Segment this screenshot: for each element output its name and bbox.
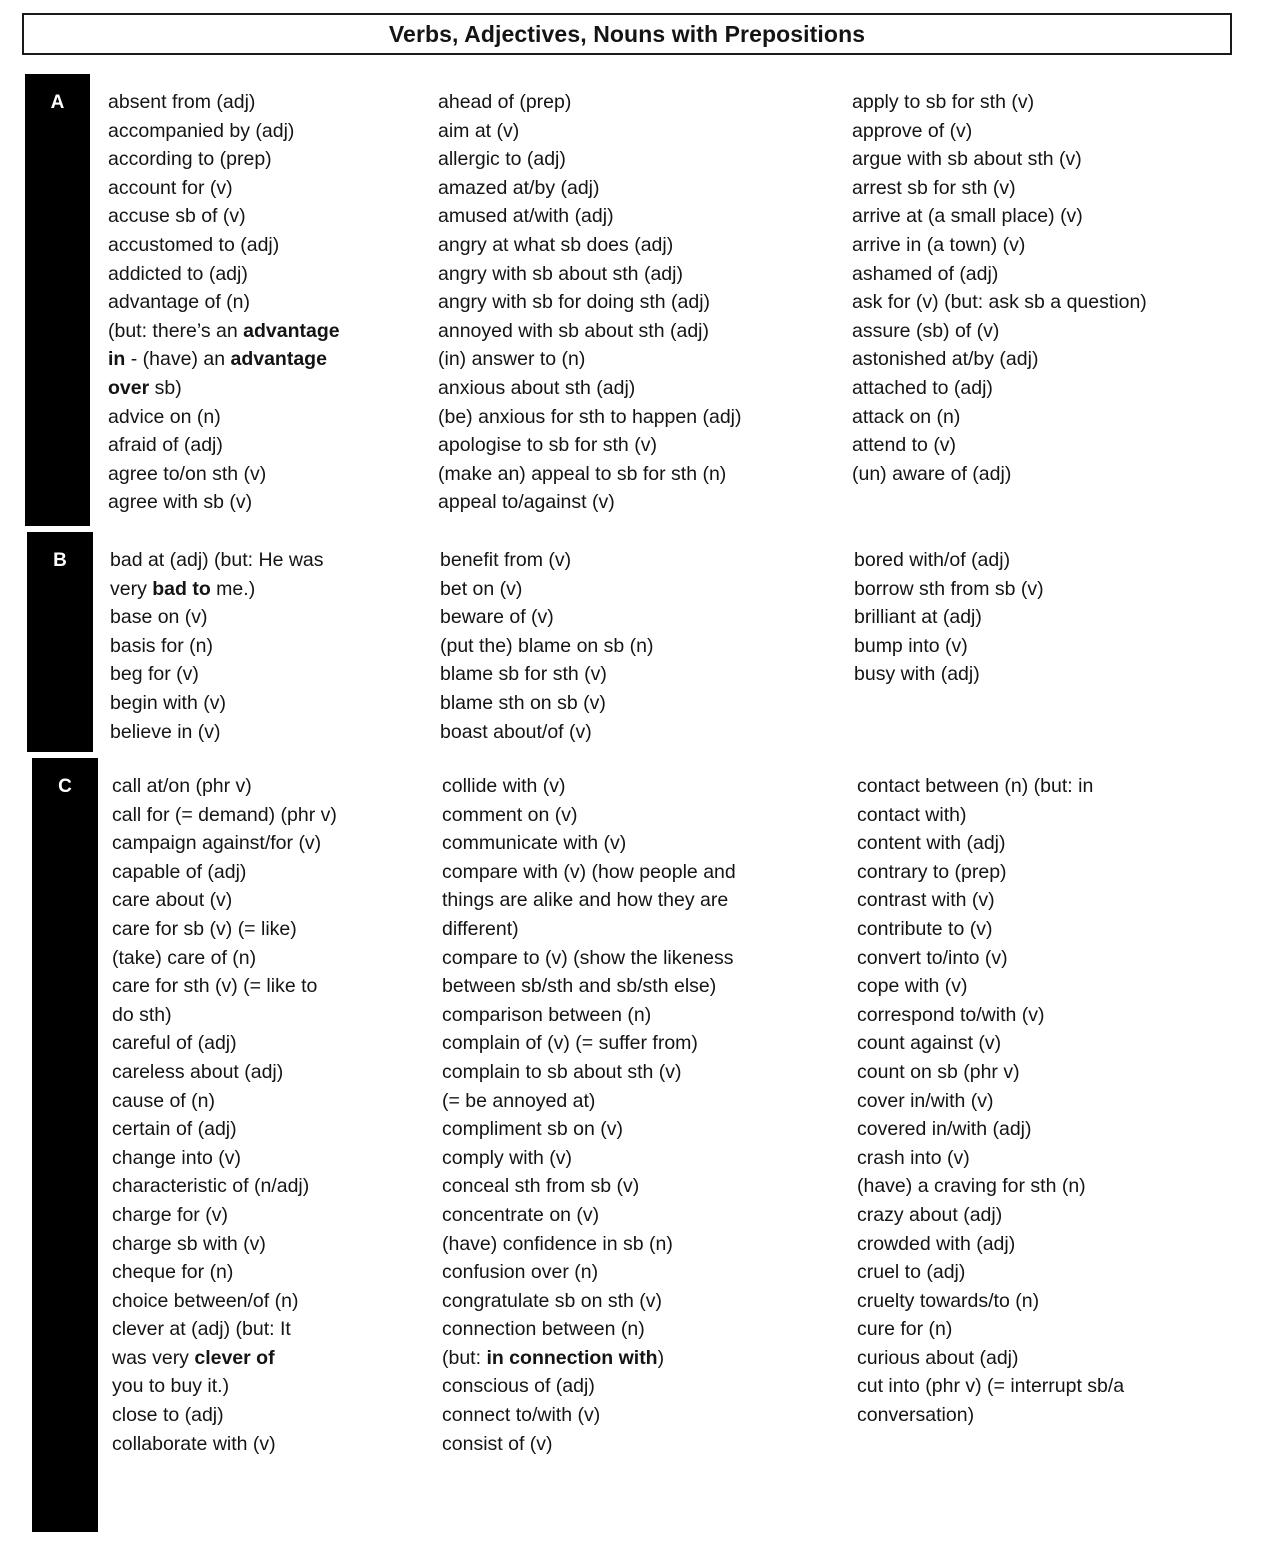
entry-text: angry with sb for doing sth (adj) xyxy=(438,291,711,314)
entry-line xyxy=(440,603,654,632)
entry-text: contact between (n) (but: in xyxy=(857,775,1094,797)
entry-line xyxy=(112,1001,337,1030)
entry-text: (be) anxious for sth to happen (adj) xyxy=(438,405,742,428)
entry-text: brilliant at (adj) xyxy=(854,606,982,629)
entry-line xyxy=(857,1372,1124,1401)
entry-line xyxy=(857,1201,1124,1230)
entry-line xyxy=(857,944,1124,973)
section-letter: C xyxy=(58,776,72,797)
entry-text: allergic to (adj) xyxy=(438,148,566,171)
entry-line xyxy=(112,1258,337,1287)
entry-line xyxy=(857,858,1124,887)
entry-line xyxy=(442,858,736,887)
entry-text: care about (v) xyxy=(112,889,233,912)
entry-text: aim at (v) xyxy=(438,119,520,142)
entry-column-2 xyxy=(440,546,654,746)
entry-line xyxy=(438,88,742,117)
entry-line xyxy=(852,317,1147,346)
entry-text: bad at (adj) (but: He was xyxy=(110,549,324,571)
entry-text: afraid of (adj) xyxy=(108,434,223,457)
entry-line xyxy=(442,1258,736,1287)
entry-line xyxy=(852,403,1147,432)
entry-line xyxy=(854,546,1044,575)
entry-line xyxy=(442,1430,736,1459)
entry-line xyxy=(857,886,1124,915)
entry-text: according to (prep) xyxy=(108,148,272,171)
entry-text: base on (v) xyxy=(110,606,208,629)
entry-text: addicted to (adj) xyxy=(108,262,248,285)
entry-text: cope with (v) xyxy=(857,975,968,998)
entry-text: (have) confidence in sb (n) xyxy=(442,1232,673,1255)
entry-line xyxy=(442,1144,736,1173)
entry-line xyxy=(442,886,736,915)
entry-column-2 xyxy=(438,88,742,517)
entry-text: appeal to/against (v) xyxy=(438,491,615,514)
entry-text: count against (v) xyxy=(857,1032,1002,1055)
section-letter: B xyxy=(53,550,67,571)
entry-line xyxy=(108,145,340,174)
entry-text: change into (v) xyxy=(112,1146,241,1169)
entry-text: blame sth on sb (v) xyxy=(440,691,606,714)
entry-text: call at/on (phr v) xyxy=(112,775,252,797)
entry-line xyxy=(442,1172,736,1201)
entry-line xyxy=(854,660,1044,689)
entry-text-bold: advantage xyxy=(230,348,327,371)
entry-line xyxy=(442,1115,736,1144)
entry-text: apply to sb for sth (v) xyxy=(852,91,1035,113)
entry-line xyxy=(108,431,340,460)
entry-text: basis for (n) xyxy=(110,634,213,657)
entry-line xyxy=(442,801,736,830)
entry-line xyxy=(852,431,1147,460)
entry-text: do sth) xyxy=(112,1003,172,1026)
entry-text: accustomed to (adj) xyxy=(108,233,280,256)
entry-text: me.) xyxy=(210,577,256,600)
entry-text: astonished at/by (adj) xyxy=(852,348,1039,371)
entry-text: complain of (v) (= suffer from) xyxy=(442,1032,698,1055)
entry-line xyxy=(438,460,742,489)
entry-line xyxy=(438,231,742,260)
entry-line xyxy=(440,718,654,747)
entry-line xyxy=(112,1029,337,1058)
entry-line xyxy=(442,1315,736,1344)
entry-line xyxy=(112,1201,337,1230)
entry-text: call for (= demand) (phr v) xyxy=(112,803,337,826)
entry-text: campaign against/for (v) xyxy=(112,832,322,855)
entry-line xyxy=(112,1087,337,1116)
entry-text: accuse sb of (v) xyxy=(108,205,246,228)
entry-text: argue with sb about sth (v) xyxy=(852,148,1082,171)
entry-line xyxy=(440,660,654,689)
section-letter-bar xyxy=(25,74,90,526)
entry-text: different) xyxy=(442,917,519,940)
entry-line xyxy=(438,145,742,174)
entry-text: angry with sb about sth (adj) xyxy=(438,262,683,285)
entry-text: cover in/with (v) xyxy=(857,1089,994,1112)
entry-line xyxy=(442,1029,736,1058)
entry-line xyxy=(442,1401,736,1430)
entry-text: account for (v) xyxy=(108,176,233,199)
section-a xyxy=(0,74,1266,526)
entry-text: bet on (v) xyxy=(440,577,523,600)
entry-line xyxy=(854,575,1044,604)
entry-line xyxy=(442,1372,736,1401)
entry-text: collide with (v) xyxy=(442,775,566,797)
entry-text: comply with (v) xyxy=(442,1146,573,1169)
entry-text: cruelty towards/to (n) xyxy=(857,1289,1040,1312)
entry-line xyxy=(852,174,1147,203)
entry-text: concentrate on (v) xyxy=(442,1203,600,1226)
entry-line xyxy=(108,174,340,203)
entry-line xyxy=(112,1058,337,1087)
entry-column-1 xyxy=(108,88,340,517)
entry-text: attend to (v) xyxy=(852,434,957,457)
entry-line xyxy=(112,1372,337,1401)
entry-text: connection between (n) xyxy=(442,1318,645,1341)
entry-text: sb) xyxy=(149,376,182,399)
entry-line xyxy=(438,260,742,289)
entry-text: collaborate with (v) xyxy=(112,1432,276,1455)
entry-line xyxy=(438,488,742,517)
entry-text: accompanied by (adj) xyxy=(108,119,295,142)
entry-text: certain of (adj) xyxy=(112,1118,237,1141)
entry-line xyxy=(112,1115,337,1144)
entry-text: care for sb (v) (= like) xyxy=(112,917,297,940)
entry-text: beg for (v) xyxy=(110,663,199,686)
entry-text: cure for (n) xyxy=(857,1318,953,1341)
entry-text: attack on (n) xyxy=(852,405,961,428)
entry-line xyxy=(442,1344,736,1373)
entry-line xyxy=(438,345,742,374)
entry-text: communicate with (v) xyxy=(442,832,627,855)
entry-line xyxy=(438,431,742,460)
entry-text: compare with (v) (how people and xyxy=(442,860,736,883)
entry-text: close to (adj) xyxy=(112,1404,224,1427)
entry-text-bold: advantage xyxy=(243,319,340,342)
entry-text: (make an) appeal to sb for sth (n) xyxy=(438,462,727,485)
entry-line xyxy=(108,374,340,403)
entry-text: blame sb for sth (v) xyxy=(440,663,607,686)
entry-text: characteristic of (n/adj) xyxy=(112,1175,310,1198)
entry-text: things are alike and how they are xyxy=(442,889,729,912)
entry-text: arrive in (a town) (v) xyxy=(852,233,1026,256)
entry-text: attached to (adj) xyxy=(852,376,993,399)
entry-line xyxy=(854,603,1044,632)
entry-text: advantage of (n) xyxy=(108,291,251,314)
entry-line xyxy=(438,403,742,432)
entry-text: believe in (v) xyxy=(110,720,221,743)
entry-text: (un) aware of (adj) xyxy=(852,462,1012,485)
entry-text: arrive at (a small place) (v) xyxy=(852,205,1083,228)
entry-line xyxy=(857,1287,1124,1316)
entry-line xyxy=(112,858,337,887)
entry-line xyxy=(442,972,736,1001)
entry-text: contact with) xyxy=(857,803,967,826)
entry-line xyxy=(108,317,340,346)
entry-line xyxy=(442,829,736,858)
entry-column-3 xyxy=(857,772,1124,1430)
entry-line xyxy=(110,603,324,632)
entry-text: charge for (v) xyxy=(112,1203,228,1226)
entry-line xyxy=(112,1430,337,1459)
entry-text-bold: in connection with xyxy=(486,1346,658,1369)
entry-text: conscious of (adj) xyxy=(442,1375,595,1398)
entry-line xyxy=(108,260,340,289)
entry-line xyxy=(112,1144,337,1173)
entry-line xyxy=(112,1315,337,1344)
section-c xyxy=(0,758,1266,1532)
entry-line xyxy=(108,345,340,374)
entry-text: crash into (v) xyxy=(857,1146,970,1169)
entry-text: cut into (phr v) (= interrupt sb/a xyxy=(857,1375,1125,1398)
entry-line xyxy=(438,117,742,146)
entry-line xyxy=(852,374,1147,403)
entry-column-1 xyxy=(112,772,337,1458)
entry-text: amazed at/by (adj) xyxy=(438,176,600,199)
entry-text: cruel to (adj) xyxy=(857,1261,966,1284)
entry-line xyxy=(857,1029,1124,1058)
entry-text: cause of (n) xyxy=(112,1089,215,1112)
entry-line xyxy=(857,1344,1124,1373)
entry-line xyxy=(108,288,340,317)
entry-text: annoyed with sb about sth (adj) xyxy=(438,319,710,342)
entry-line xyxy=(112,944,337,973)
entry-line xyxy=(852,288,1147,317)
entry-text: between sb/sth and sb/sth else) xyxy=(442,975,717,998)
entry-text: ahead of (prep) xyxy=(438,91,572,113)
entry-line xyxy=(108,88,340,117)
entry-line xyxy=(852,145,1147,174)
entry-line xyxy=(857,1144,1124,1173)
entry-line xyxy=(112,1401,337,1430)
entry-text: (put the) blame on sb (n) xyxy=(440,634,654,657)
entry-line xyxy=(852,260,1147,289)
entry-line xyxy=(112,972,337,1001)
section-letter: A xyxy=(50,92,65,113)
entry-line xyxy=(857,1087,1124,1116)
entry-text: confusion over (n) xyxy=(442,1261,599,1284)
entry-text: crazy about (adj) xyxy=(857,1203,1003,1226)
entry-line xyxy=(112,1172,337,1201)
entry-text-bold: clever of xyxy=(194,1346,275,1369)
entry-line xyxy=(442,944,736,973)
entry-line xyxy=(110,689,324,718)
entry-line xyxy=(110,660,324,689)
entry-text: anxious about sth (adj) xyxy=(438,376,636,399)
entry-text-bold: over xyxy=(108,376,150,399)
entry-line xyxy=(112,1230,337,1259)
entry-text: busy with (adj) xyxy=(854,663,980,686)
entry-line xyxy=(108,460,340,489)
entry-text: conceal sth from sb (v) xyxy=(442,1175,640,1198)
entry-text: very xyxy=(110,577,153,600)
entry-line xyxy=(852,231,1147,260)
entry-text: was very xyxy=(112,1346,195,1369)
entry-text: correspond to/with (v) xyxy=(857,1003,1045,1026)
entry-line xyxy=(112,915,337,944)
entry-text: advice on (n) xyxy=(108,405,221,428)
entry-text: comment on (v) xyxy=(442,803,578,826)
entry-line xyxy=(110,575,324,604)
page-title: Verbs, Adjectives, Nouns with Prepositions xyxy=(22,13,1232,55)
entry-text: ask for (v) (but: ask sb a question) xyxy=(852,291,1147,314)
entry-line xyxy=(857,1315,1124,1344)
entry-text: contribute to (v) xyxy=(857,917,993,940)
entry-text: bored with/of (adj) xyxy=(854,549,1011,571)
entry-text: contrast with (v) xyxy=(857,889,995,912)
entry-column-3 xyxy=(854,546,1044,689)
entry-text-bold: bad to xyxy=(152,577,211,600)
entry-text: careless about (adj) xyxy=(112,1060,284,1083)
entry-text: beware of (v) xyxy=(440,606,554,629)
entry-line xyxy=(112,1344,337,1373)
section-letter-bar xyxy=(27,532,93,752)
entry-text: connect to/with (v) xyxy=(442,1404,601,1427)
entry-text: (in) answer to (n) xyxy=(438,348,586,371)
entry-line xyxy=(852,202,1147,231)
entry-line xyxy=(857,801,1124,830)
entry-line xyxy=(110,718,324,747)
entry-line xyxy=(442,1230,736,1259)
entry-text: charge sb with (v) xyxy=(112,1232,266,1255)
entry-text: compliment sb on (v) xyxy=(442,1118,623,1141)
entry-line xyxy=(442,1201,736,1230)
entry-column-1 xyxy=(110,546,324,746)
entry-line xyxy=(442,1001,736,1030)
entry-text: complain to sb about sth (v) xyxy=(442,1060,682,1083)
entry-text: assure (sb) of (v) xyxy=(852,319,1000,342)
entry-text: consist of (v) xyxy=(442,1432,553,1455)
entry-line xyxy=(440,689,654,718)
entry-text: contrary to (prep) xyxy=(857,860,1007,883)
entry-text: compare to (v) (show the likeness xyxy=(442,946,734,969)
entry-line xyxy=(112,772,337,801)
entry-line xyxy=(852,88,1147,117)
entry-line xyxy=(857,1258,1124,1287)
entry-line xyxy=(857,1001,1124,1030)
entry-line xyxy=(108,202,340,231)
entry-line xyxy=(438,288,742,317)
entry-text: (but: there’s an xyxy=(108,319,244,342)
entry-text: capable of (adj) xyxy=(112,860,247,883)
entry-text: (= be annoyed at) xyxy=(442,1089,596,1112)
entry-line xyxy=(438,317,742,346)
entry-line xyxy=(852,460,1147,489)
entry-line xyxy=(108,488,340,517)
entry-text: bump into (v) xyxy=(854,634,968,657)
entry-line xyxy=(442,915,736,944)
entry-text: agree with sb (v) xyxy=(108,491,253,514)
entry-column-3 xyxy=(852,88,1147,488)
entry-text: apologise to sb for sth (v) xyxy=(438,434,657,457)
entry-text: ashamed of (adj) xyxy=(852,262,999,285)
entry-line xyxy=(112,886,337,915)
entry-line xyxy=(440,575,654,604)
entry-line xyxy=(438,174,742,203)
entry-line xyxy=(442,1087,736,1116)
entry-text: benefit from (v) xyxy=(440,549,572,571)
entry-text: amused at/with (adj) xyxy=(438,205,614,228)
section-b xyxy=(0,532,1266,752)
entry-text: conversation) xyxy=(857,1404,975,1427)
entry-text: care for sth (v) (= like to xyxy=(112,975,318,998)
entry-line xyxy=(108,117,340,146)
entry-line xyxy=(108,403,340,432)
entry-line xyxy=(438,202,742,231)
entry-text: arrest sb for sth (v) xyxy=(852,176,1016,199)
entry-line xyxy=(442,772,736,801)
entry-line xyxy=(857,1230,1124,1259)
entry-text: absent from (adj) xyxy=(108,91,256,113)
entry-column-2 xyxy=(442,772,736,1458)
entry-text: angry at what sb does (adj) xyxy=(438,233,674,256)
section-letter-bar xyxy=(32,758,98,1532)
entry-line xyxy=(442,1058,736,1087)
entry-line xyxy=(852,345,1147,374)
entry-line xyxy=(857,1401,1124,1430)
entry-text: covered in/with (adj) xyxy=(857,1118,1032,1141)
entry-line xyxy=(108,231,340,260)
entry-text: - (have) an xyxy=(125,348,231,371)
entry-line xyxy=(857,972,1124,1001)
entry-line xyxy=(857,772,1124,801)
entry-line xyxy=(857,829,1124,858)
entry-text: approve of (v) xyxy=(852,119,973,142)
entry-text: agree to/on sth (v) xyxy=(108,462,267,485)
entry-text-bold: in xyxy=(108,348,126,371)
entry-text: crowded with (adj) xyxy=(857,1232,1016,1255)
entry-line xyxy=(442,1287,736,1316)
entry-text: boast about/of (v) xyxy=(440,720,592,743)
entry-text: convert to/into (v) xyxy=(857,946,1008,969)
entry-text: congratulate sb on sth (v) xyxy=(442,1289,663,1312)
entry-line xyxy=(857,1058,1124,1087)
entry-line xyxy=(857,915,1124,944)
entry-text: curious about (adj) xyxy=(857,1346,1019,1369)
entry-line xyxy=(110,632,324,661)
entry-text: (take) care of (n) xyxy=(112,946,257,969)
entry-line xyxy=(110,546,324,575)
entry-text: you to buy it.) xyxy=(112,1375,230,1398)
entry-text: (but: xyxy=(442,1346,487,1369)
entry-line xyxy=(852,117,1147,146)
entry-line xyxy=(112,829,337,858)
entry-text: clever at (adj) (but: It xyxy=(112,1318,291,1341)
entry-line xyxy=(854,632,1044,661)
entry-line xyxy=(857,1115,1124,1144)
entry-text: begin with (v) xyxy=(110,691,226,714)
entry-line xyxy=(440,546,654,575)
entry-text: content with (adj) xyxy=(857,832,1006,855)
entry-text: careful of (adj) xyxy=(112,1032,237,1055)
entry-text: comparison between (n) xyxy=(442,1003,652,1026)
entry-text: ) xyxy=(657,1346,665,1369)
entry-text: count on sb (phr v) xyxy=(857,1060,1020,1083)
entry-line xyxy=(440,632,654,661)
entry-line xyxy=(112,1287,337,1316)
entry-text: choice between/of (n) xyxy=(112,1289,299,1312)
entry-text: cheque for (n) xyxy=(112,1261,234,1284)
entry-text: (have) a craving for sth (n) xyxy=(857,1175,1086,1198)
entry-line xyxy=(112,801,337,830)
entry-text: borrow sth from sb (v) xyxy=(854,577,1044,600)
entry-line xyxy=(857,1172,1124,1201)
entry-line xyxy=(438,374,742,403)
